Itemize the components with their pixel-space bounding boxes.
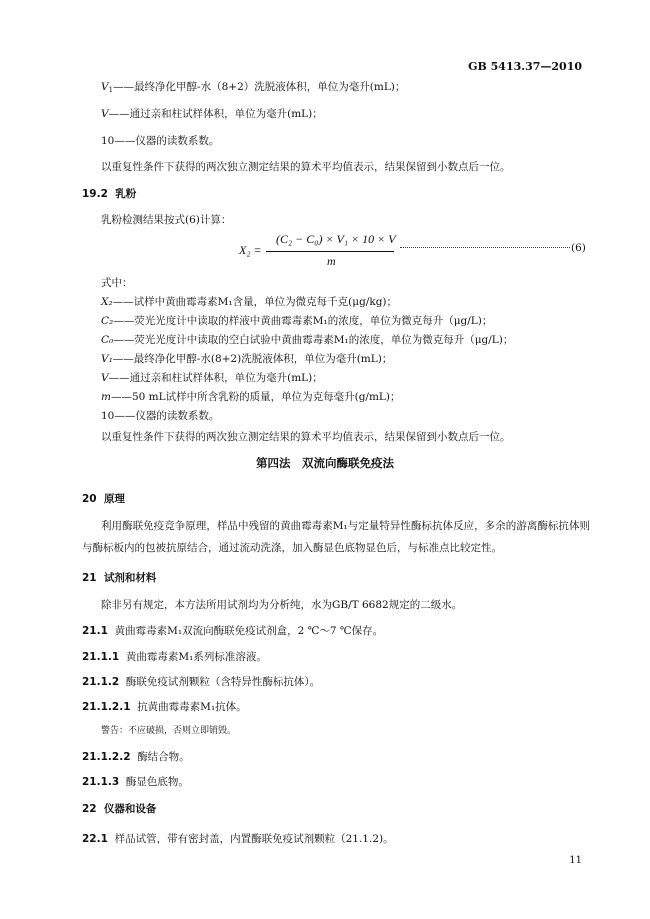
item-21-1-2-2: 21.1.2.2 酶结合物。 (82, 751, 190, 763)
def-c2: C₂——荧光光度计中读取的样液中黄曲霉毒素M₁的浓度，单位为微克每升（μg/L)； (101, 315, 493, 327)
def-c0: C₀——荧光光度计中读取的空白试验中黄曲霉毒素M₁的浓度，单位为微克每升（μg/L)； (101, 334, 514, 346)
item-22-1: 22.1 样品试管，带有密封盖，内置酶联免疫试剂颗粒（21.1.2)。 (82, 833, 394, 845)
leader-dots (400, 241, 570, 248)
where-label: 式中： (101, 277, 133, 289)
item-21-1: 21.1 黄曲霉毒素M₁双流向酶联免疫试剂盒，2 ℃～7 ℃保存。 (82, 625, 384, 637)
section-21-body: 除非另有规定，本方法所用试剂均为分析纯，水为GB/T 6682规定的二级水。 (101, 599, 463, 611)
definition-v: V——通过亲和柱试样体积，单位为毫升(mL)； (101, 108, 323, 120)
item-21-1-2-1: 21.1.2.1 抗黄曲霉毒素M₁抗体。 (82, 701, 247, 713)
fraction-bar (266, 251, 394, 252)
result-statement: 以重复性条件下获得的两次独立测定结果的算术平均值表示，结果保留到小数点后一位。 (101, 161, 511, 173)
definition-v1: $V_1——$最终净化甲醇-水（8+2）洗脱液体积，单位为毫升(mL)； (101, 81, 406, 94)
section-21-heading: 21 试剂和材料 (82, 572, 157, 584)
page-number: 11 (569, 855, 582, 866)
method-4-title: 第四法 双流向酶联免疫法 (256, 456, 394, 470)
def-ten: 10——仪器的读数系数。 (101, 410, 220, 422)
standard-number-header: GB 5413.37—2010 (468, 60, 582, 73)
section-20-body: 利用酶联免疫竞争原理，样品中残留的黄曲霉毒素M₁与定量特异性酶标抗体反应，多余的游离酶标抗体则与酶标板内的包被抗原结合，通过流动洗涤，加入酶显色底物显色后，与标准点比较定性。 (82, 520, 590, 554)
formula-intro: 乳粉检测结果按式(6)计算： (101, 214, 232, 226)
def-v: V——通过亲和柱试样体积，单位为毫升(mL)； (101, 372, 323, 384)
formula-lhs: X₂ = (239, 243, 262, 257)
warning-note: 警告：不应破损，否则立即销毁。 (101, 726, 237, 736)
equation-number: (6) (571, 242, 586, 254)
def-v1: V₁——最终净化甲醇-水(8+2)洗脱液体积，单位为毫升(mL)； (101, 353, 393, 365)
section-22-heading: 22 仪器和设备 (82, 803, 157, 815)
section-20-heading: 20 原理 (82, 493, 125, 505)
def-m: m——50 mL试样中所含乳粉的质量，单位为克每毫升(g/mL)； (101, 391, 401, 403)
formula-denominator: m (327, 254, 336, 268)
definition-ten: 10——仪器的读数系数。 (101, 135, 220, 147)
section-19-2-result: 以重复性条件下获得的两次独立测定结果的算术平均值表示，结果保留到小数点后一位。 (101, 431, 511, 443)
formula-numerator: (C₂ − C₀) × V₁ × 10 × V (276, 232, 396, 246)
def-x2: X₂——试样中黄曲霉毒素M₁含量，单位为微克每千克(μg/kg)； (101, 296, 398, 308)
item-21-1-2: 21.1.2 酶联免疫试剂颗粒（含特异性酶标抗体）。 (82, 676, 321, 688)
item-21-1-1: 21.1.1 黄曲霉毒素M₁系列标准溶液。 (82, 651, 267, 663)
section-19-2-heading: 19.2 乳粉 (82, 188, 137, 200)
item-21-1-3: 21.1.3 酶显色底物。 (82, 776, 189, 788)
